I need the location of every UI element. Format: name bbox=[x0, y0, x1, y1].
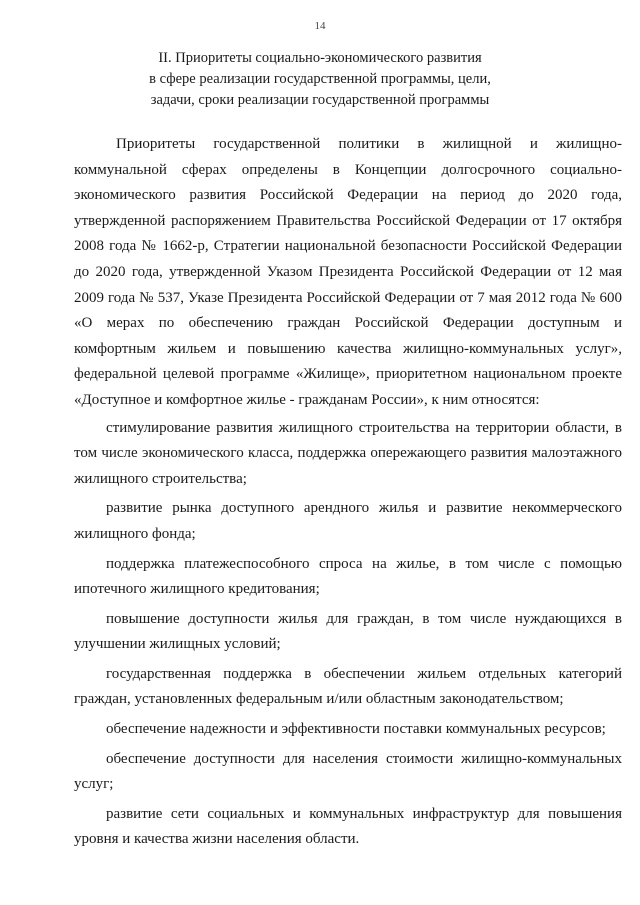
priority-item: обеспечение надежности и эффективности поставки коммунальных ресурсов; bbox=[106, 721, 606, 738]
priority-item: развитие рынка доступного арендного жилья и развитие некоммерческого жилищного фонда; bbox=[74, 500, 622, 542]
priority-item: обеспечение доступности для населения стоимости жилищно-коммунальных услуг; bbox=[74, 750, 622, 793]
document-body bbox=[74, 132, 622, 857]
page-number: 14 bbox=[314, 20, 326, 32]
priority-item: поддержка платежеспособного спроса на жилье, в том числе с помощью ипотечного жилищного кредитования; bbox=[74, 555, 622, 598]
heading-line: задачи, сроки реализации государственной программы bbox=[150, 92, 490, 108]
priority-item: стимулирование развития жилищного строительства на территории области, в том числе экономического класса, поддержка опережающего развития малоэтажного жилищного строительства; bbox=[74, 419, 622, 487]
priority-item: государственная поддержка в обеспечении жильем отдельных категорий граждан, установленных федеральным и/или областным законодательством; bbox=[74, 665, 622, 708]
priority-item: повышение доступности жилья для граждан, в том числе нуждающихся в улучшении жилищных условий; bbox=[74, 610, 622, 653]
heading-line: II. Приоритеты социально-экономического развития bbox=[158, 50, 482, 66]
priority-item: развитие сети социальных и коммунальных инфраструктур для повышения уровня и качества жизни населения области. bbox=[74, 805, 622, 848]
heading-line: в сфере реализации государственной программы, цели, bbox=[149, 71, 491, 87]
intro-paragraph: Приоритеты государственной политики в жилищной и жилищно-коммунальной сферах определены в Концепции долгосрочного социально-экономического развития Российской Федерации на период до 2020 года, утвержденной распоряжением Правительства Российской Федерации от 17 октября 2008 года № 1662-р, Стратегии национальной безопасности Российской Федерации до 2020 года, утвержденной Указом Президента Российской Федерации от 12 мая 2009 года № 537, Указе Президента Российской Федерации от 7 мая 2012 года № 600 «О мерах по обеспечению граждан Российской Федерации доступным и комфортным жильем и повышению качества жилищно-коммунальных услуг», федеральной целевой программе «Жилище», приоритетном национальном проекте «Доступное и комфортное жилье - гражданам России», к ним относятся: bbox=[74, 136, 622, 408]
priority-list bbox=[74, 416, 622, 854]
section-heading bbox=[100, 48, 540, 111]
